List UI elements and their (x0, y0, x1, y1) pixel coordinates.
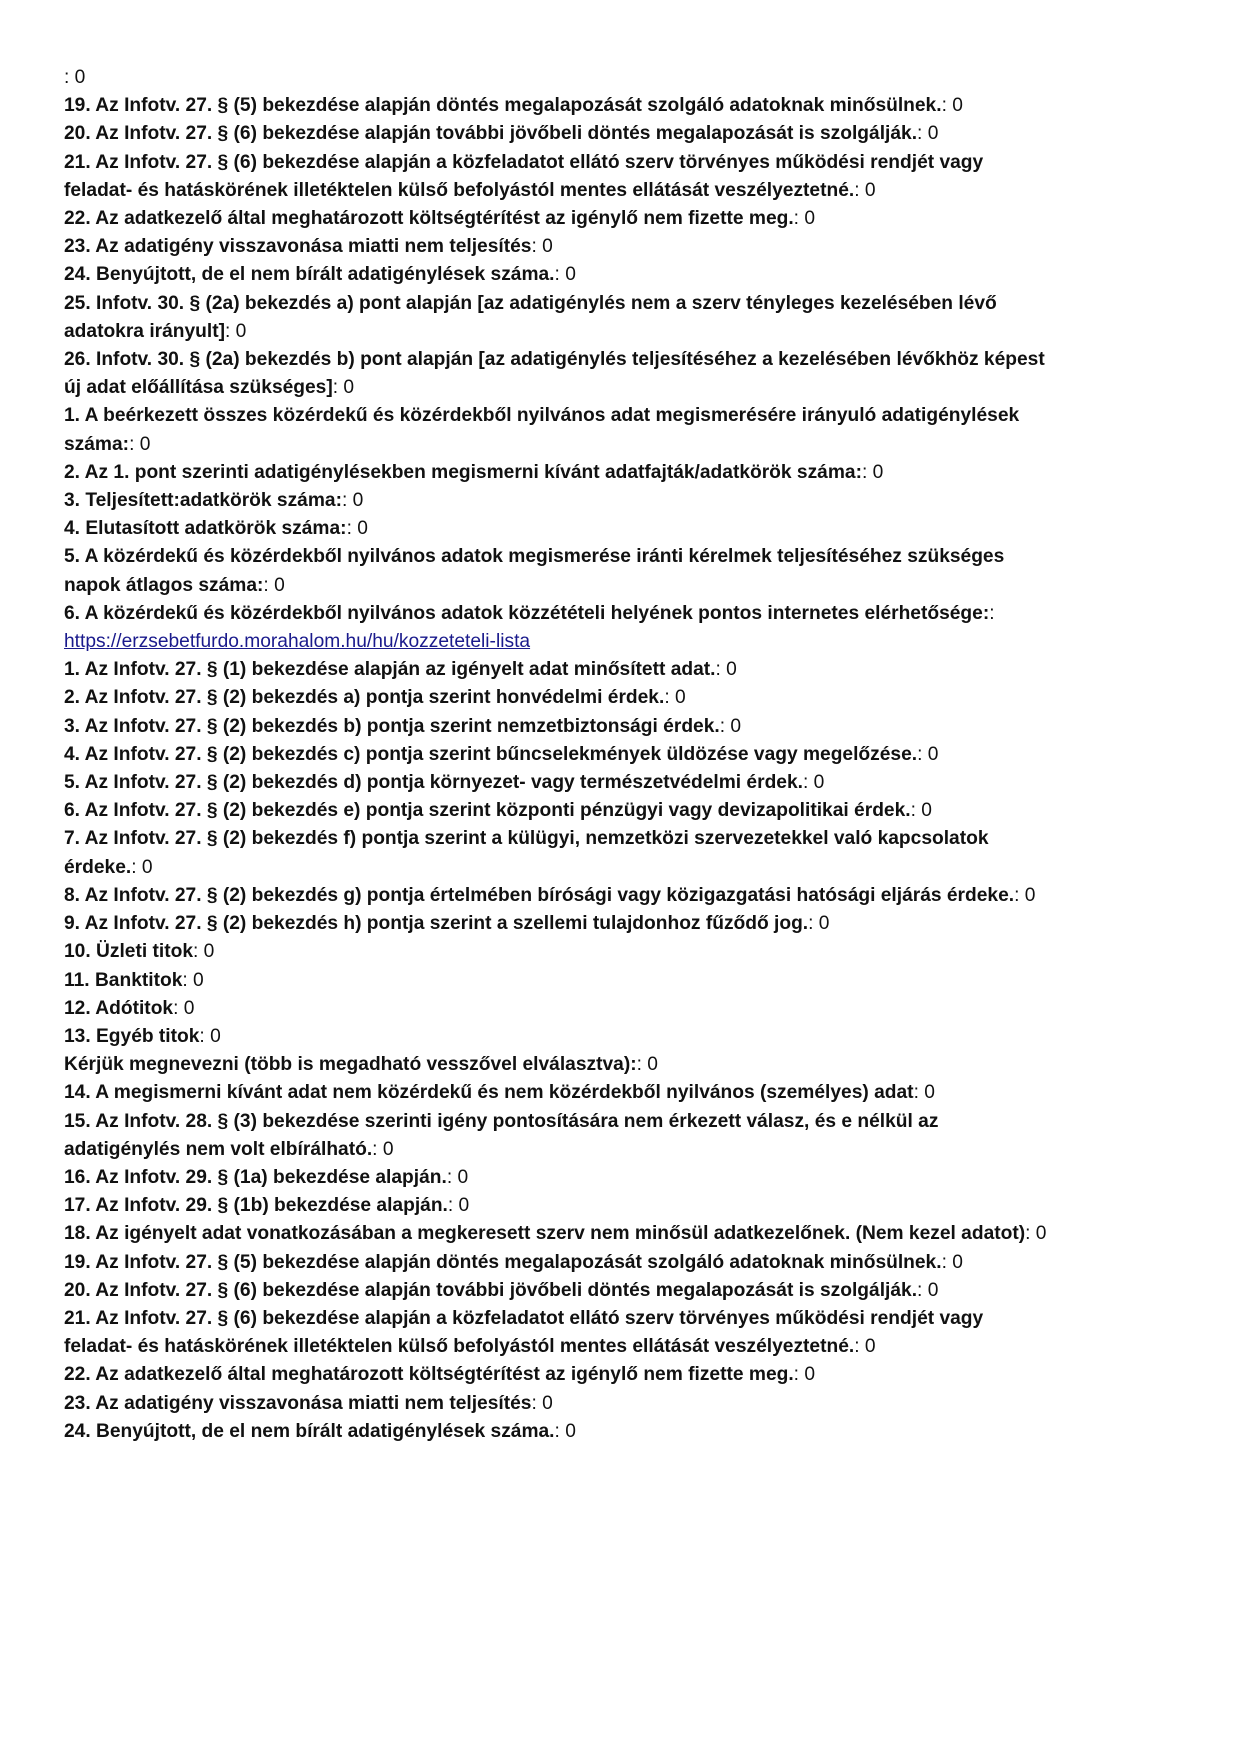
list-item (64, 684, 1054, 712)
item-label: 4. Elutasított adatkörök száma: (64, 518, 347, 540)
list-item (64, 1051, 1054, 1079)
list-item (64, 1079, 1054, 1107)
list-item (64, 64, 1054, 92)
item-label: 6. A közérdekű és közérdekből nyilvános adatok közzétételi helyének pontos internetes elérhetősége: (64, 602, 990, 624)
item-value: : 0 (131, 856, 153, 878)
item-value: : 0 (447, 1195, 470, 1217)
item-value: : 0 (346, 518, 368, 540)
item-label: 21. Az Infotv. 27. § (6) bekezdése alapján a közfeladatot ellátó szerv törvényes működési rendjét vagy feladat- és hatáskörének illetéktelen külső befolyástól mentes ellátását veszélyeztetné. (64, 1307, 984, 1358)
list-item (64, 120, 1054, 148)
item-label: 14. A megismerni kívánt adat nem közérdekű és nem közérdekből nyilvános (személyes) adat (64, 1082, 914, 1104)
item-value: : 0 (554, 264, 576, 286)
list-item (64, 1108, 1054, 1164)
item-value: : 0 (1025, 1223, 1047, 1245)
item-label: 23. Az adatigény visszavonása miatti nem teljesítés (64, 1392, 532, 1414)
list-item (64, 346, 1054, 402)
item-label: Kérjük megnevezni (több is megadható vesszővel elválasztva): (64, 1054, 637, 1076)
list-item (64, 967, 1054, 995)
item-value: : 0 (917, 123, 939, 145)
item-value: : 0 (531, 1392, 553, 1414)
item-label: 2. Az 1. pont szerinti adatigénylésekben megismerni kívánt adatfajták/adatkörök száma: (64, 461, 862, 483)
list-item (64, 233, 1054, 261)
item-label: 11. Banktitok (64, 969, 183, 991)
item-value: : 0 (636, 1054, 658, 1076)
item-label: 18. Az igényelt adat vonatkozásában a megkeresett szerv nem minősül adatkezelőnek. (Nem kezel adatot) (64, 1223, 1026, 1245)
list-item (64, 487, 1054, 515)
item-value: : 0 (372, 1138, 394, 1160)
item-value: : 0 (1014, 884, 1036, 906)
item-value: : 0 (531, 236, 553, 258)
publication-list-link[interactable]: https://erzsebetfurdo.morahalom.hu/hu/kozzeteteli-lista (64, 631, 531, 653)
list-item (64, 205, 1054, 233)
item-label: 22. Az adatkezelő által meghatározott költségtérítést az igénylő nem fizette meg. (64, 1364, 794, 1386)
item-label: 17. Az Infotv. 29. § (1b) bekezdése alapján. (64, 1195, 448, 1217)
item-value: : 0 (263, 574, 285, 596)
item-value: : 0 (664, 687, 686, 709)
item-value: : 0 (793, 1364, 816, 1386)
item-value: : 0 (554, 1420, 576, 1442)
list-item (64, 290, 1054, 346)
item-value: : 0 (129, 433, 151, 455)
list-item (64, 600, 1054, 656)
item-label: 9. Az Infotv. 27. § (2) bekezdés h) pontja szerint a szellemi tulajdonhoz fűződő jog. (64, 913, 809, 935)
item-label: 20. Az Infotv. 27. § (6) bekezdése alapján további jövőbeli döntés megalapozását is szolgálják. (64, 123, 918, 145)
item-label: 16. Az Infotv. 29. § (1a) bekezdése alapján. (64, 1166, 447, 1188)
item-value: : 0 (793, 208, 816, 230)
item-label: 23. Az adatigény visszavonása miatti nem teljesítés (64, 236, 532, 258)
item-value: : 0 (173, 997, 195, 1019)
item-label: 10. Üzleti titok (64, 941, 194, 963)
list-item (64, 459, 1054, 487)
list-item (64, 995, 1054, 1023)
list-item (64, 1023, 1054, 1051)
item-label: 8. Az Infotv. 27. § (2) bekezdés g) pontja értelmében bírósági vagy közigazgatási hatósági eljárás érdeke. (64, 884, 1015, 906)
list-item (64, 1249, 1054, 1277)
item-value: : 0 (719, 715, 742, 737)
item-label: 15. Az Infotv. 28. § (3) bekezdése szerinti igény pontosítására nem érkezett válasz, és e nélkül az adatigénylés nem volt elbírálható. (64, 1110, 939, 1160)
list-item (64, 1277, 1054, 1305)
item-value: : 0 (332, 377, 355, 399)
item-value: : 0 (854, 1336, 876, 1358)
list-item (64, 1390, 1054, 1418)
list-item (64, 1220, 1054, 1248)
list-item (64, 402, 1054, 458)
item-value: : 0 (341, 490, 364, 512)
item-label: 3. Az Infotv. 27. § (2) bekezdés b) pontja szerint nemzetbiztonsági érdek. (64, 715, 720, 737)
list-item (64, 797, 1054, 825)
list-item (64, 741, 1054, 769)
item-label: 4. Az Infotv. 27. § (2) bekezdés c) pontja szerint bűncselekmények üldözése vagy megelőzése. (64, 743, 918, 765)
item-value: : 0 (193, 941, 215, 963)
item-value: : 0 (715, 659, 737, 681)
item-value: : 0 (199, 1025, 221, 1047)
list-item (64, 149, 1054, 205)
list-item (64, 515, 1054, 543)
list-item (64, 938, 1054, 966)
list-item (64, 910, 1054, 938)
list-item (64, 1418, 1054, 1446)
item-value: : 0 (182, 969, 204, 991)
item-value: : 0 (913, 1082, 935, 1104)
item-value: : 0 (941, 95, 963, 117)
item-label: 7. Az Infotv. 27. § (2) bekezdés f) pontja szerint a külügyi, nemzetközi szervezetekkel való kapcsolatok érdeke. (64, 828, 989, 878)
list-item (64, 261, 1054, 289)
item-label: 22. Az adatkezelő által meghatározott költségtérítést az igénylő nem fizette meg. (64, 208, 794, 230)
item-value: : 0 (64, 67, 86, 88)
item-label: 20. Az Infotv. 27. § (6) bekezdése alapján további jövőbeli döntés megalapozását is szolgálják. (64, 1279, 918, 1301)
list-item (64, 543, 1054, 599)
item-label: 21. Az Infotv. 27. § (6) bekezdése alapján a közfeladatot ellátó szerv törvényes működési rendjét vagy feladat- és hatáskörének illetéktelen külső befolyástól mentes ellátását veszélyeztetné. (64, 151, 984, 201)
item-value: : 0 (941, 1251, 963, 1273)
item-label: 25. Infotv. 30. § (2a) bekezdés a) pont alapján [az adatigénylés nem a szerv tényleges kezelésében lévő adatokra irányult] (64, 292, 997, 342)
item-label: 24. Benyújtott, de el nem bírált adatigénylések száma. (64, 1420, 555, 1442)
item-value: : 0 (917, 1279, 939, 1301)
list-item (64, 825, 1054, 881)
item-label: 6. Az Infotv. 27. § (2) bekezdés e) pontja szerint központi pénzügyi vagy devizapolitikai érdek. (64, 800, 911, 822)
document-page (64, 64, 1054, 1446)
item-value: : (989, 602, 995, 624)
item-label: 5. A közérdekű és közérdekből nyilvános adatok megismerése iránti kérelmek teljesítéséhez szükséges napok átlagos száma: (64, 546, 1005, 596)
item-value: : 0 (854, 179, 876, 201)
list-item (64, 656, 1054, 684)
list-item (64, 1305, 1054, 1361)
item-label: 3. Teljesített:adatkörök száma: (64, 490, 342, 512)
list-item (64, 882, 1054, 910)
item-label: 26. Infotv. 30. § (2a) bekezdés b) pont alapján [az adatigénylés teljesítéséhez a kezelésében lévőkhöz képest új adat előállítása szükséges] (64, 349, 1045, 399)
item-value: : 0 (808, 913, 830, 935)
item-label: 1. Az Infotv. 27. § (1) bekezdése alapján az igényelt adat minősített adat. (64, 659, 716, 681)
list-item (64, 1164, 1054, 1192)
list-item (64, 713, 1054, 741)
list-item (64, 1192, 1054, 1220)
item-value: : 0 (917, 743, 939, 765)
item-label: 19. Az Infotv. 27. § (5) bekezdése alapján döntés megalapozását szolgáló adatoknak minősülnek. (64, 1251, 942, 1273)
item-value: : 0 (861, 461, 884, 483)
item-label: 19. Az Infotv. 27. § (5) bekezdése alapján döntés megalapozását szolgáló adatoknak minősülnek. (64, 95, 942, 117)
item-value: : 0 (225, 320, 247, 342)
item-label: 12. Adótitok (64, 997, 174, 1019)
item-value: : 0 (446, 1166, 469, 1188)
item-value: : 0 (802, 772, 825, 794)
list-item (64, 92, 1054, 120)
list-item (64, 769, 1054, 797)
item-label: 1. A beérkezett összes közérdekű és közérdekből nyilvános adat megismerésére irányuló adatigénylések száma: (64, 405, 1020, 455)
list-item (64, 1361, 1054, 1389)
item-label: 24. Benyújtott, de el nem bírált adatigénylések száma. (64, 264, 555, 286)
item-label: 2. Az Infotv. 27. § (2) bekezdés a) pontja szerint honvédelmi érdek. (64, 687, 665, 709)
item-value: : 0 (910, 800, 932, 822)
item-label: 13. Egyéb titok (64, 1025, 200, 1047)
item-label: 5. Az Infotv. 27. § (2) bekezdés d) pontja környezet- vagy természetvédelmi érdek. (64, 772, 803, 794)
